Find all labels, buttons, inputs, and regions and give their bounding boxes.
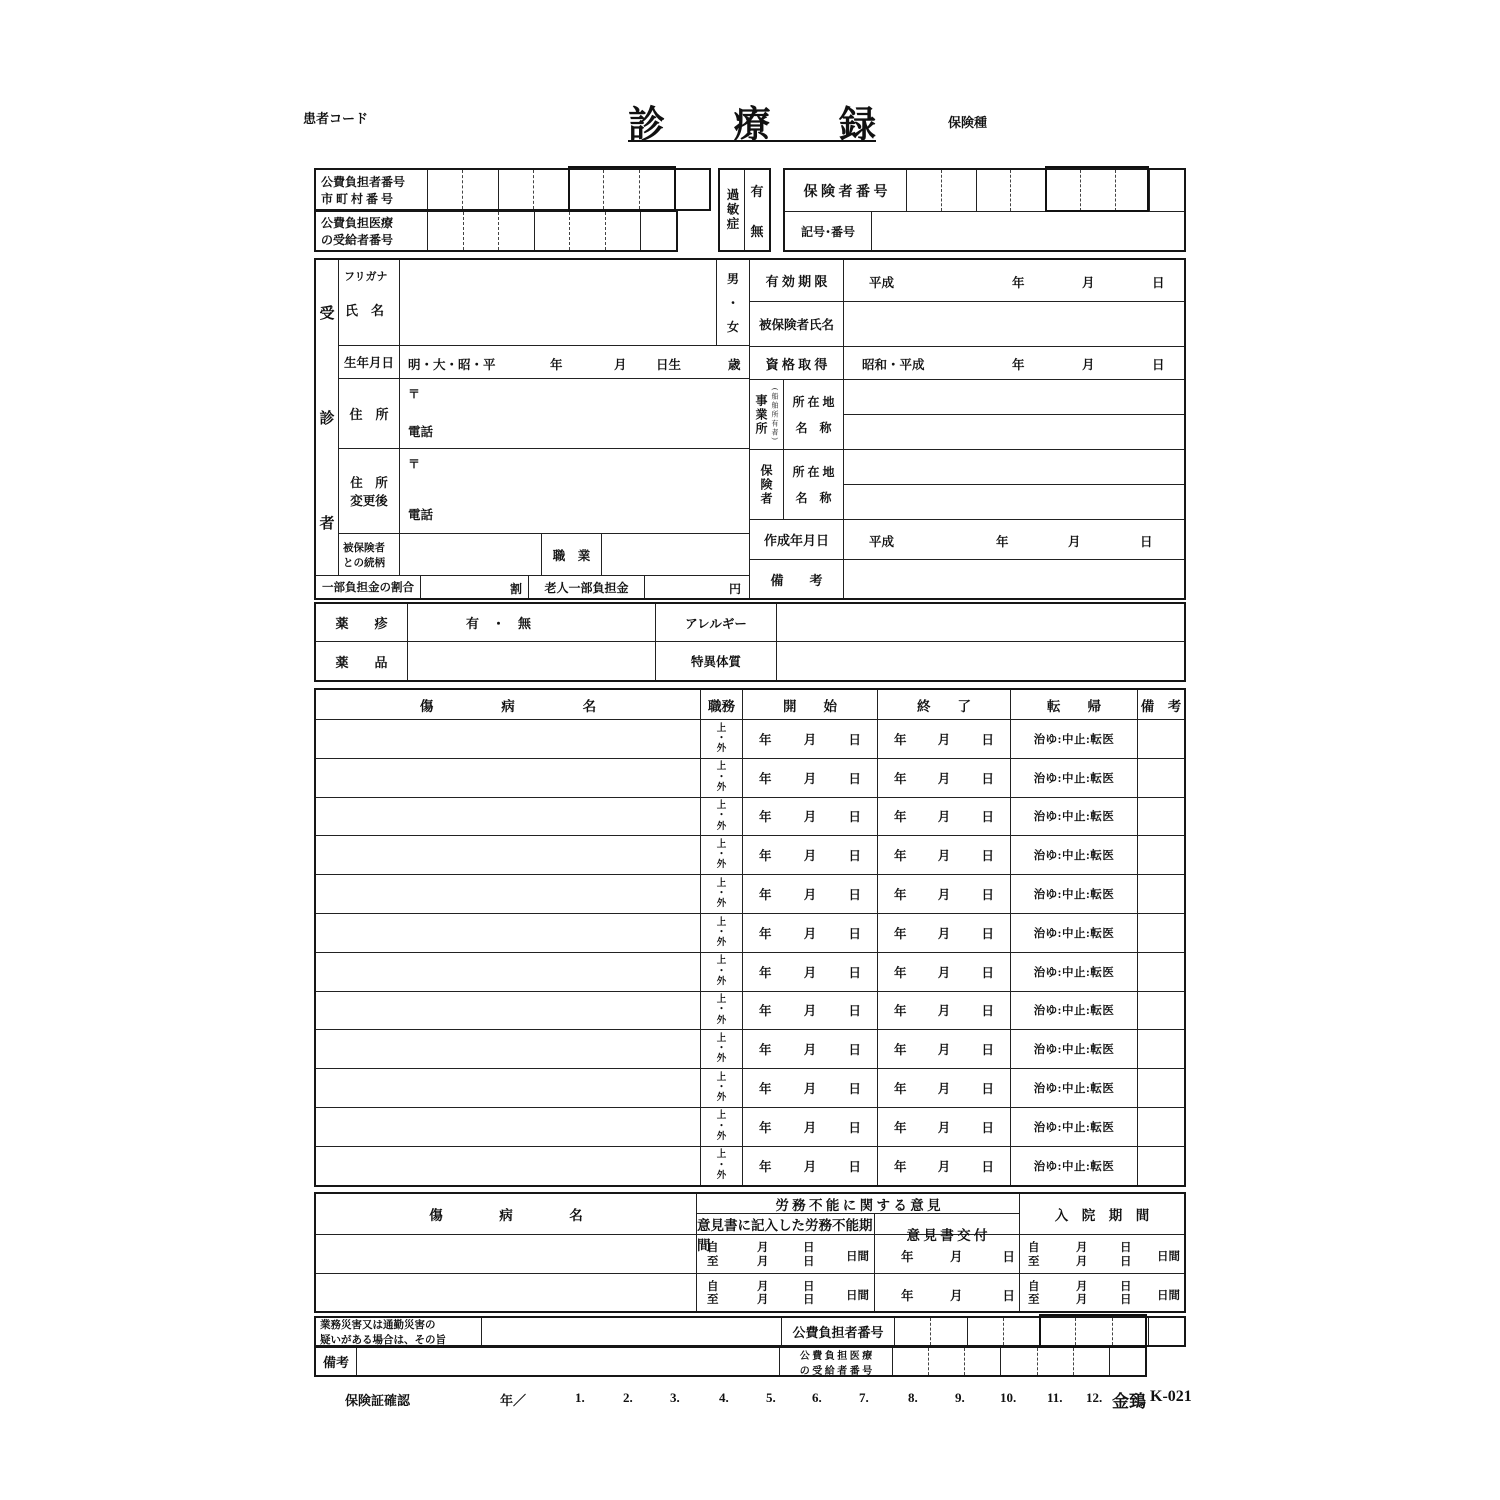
digit-cell bbox=[1039, 1318, 1075, 1345]
disease-table bbox=[314, 688, 1186, 1187]
occupation-label: 職 業 bbox=[542, 534, 602, 575]
hypersensitivity-box bbox=[718, 168, 771, 252]
elderly-copay-unit: 円 bbox=[728, 582, 741, 596]
created-date-value-cell: 平成 年 月 日 bbox=[869, 535, 1153, 549]
disease-row bbox=[316, 758, 1184, 797]
digit-cell bbox=[428, 212, 463, 250]
disease-name-cell bbox=[316, 914, 700, 952]
medicine-row bbox=[316, 642, 1184, 680]
digit-cell bbox=[533, 170, 568, 209]
end-date-cell: 年 月 日 bbox=[877, 914, 1010, 952]
workplace-label: 事業所 bbox=[754, 393, 768, 436]
labor-issued-cell: 年 月 日 bbox=[875, 1235, 1020, 1273]
outcome-cell: 治ゆ:中止:転医 bbox=[1010, 1030, 1137, 1068]
start-date-cell: 年 月 日 bbox=[742, 759, 877, 797]
patient-remarks-value-cell bbox=[844, 560, 1184, 598]
medicine-value-cell bbox=[408, 642, 656, 680]
remarks-cell bbox=[1137, 836, 1184, 874]
patient-right-column bbox=[749, 260, 1184, 598]
drug-rash-value: 有 ・ 無 bbox=[408, 604, 656, 641]
disease-name-cell bbox=[316, 798, 700, 836]
labor-period-cell: 自 月 日 至 月 日 日間 bbox=[697, 1274, 875, 1312]
digit-cell bbox=[1148, 1318, 1184, 1345]
digit-cell bbox=[1149, 170, 1184, 211]
digit-cell bbox=[463, 212, 499, 250]
disease-row bbox=[316, 991, 1184, 1030]
digit-cell bbox=[1073, 1348, 1109, 1375]
digit-cell bbox=[1003, 1318, 1039, 1345]
disease-row bbox=[316, 835, 1184, 874]
digit-cell bbox=[967, 1318, 1003, 1345]
start-date-cell: 年 月 日 bbox=[742, 836, 877, 874]
insurer-digit-cells bbox=[907, 170, 1184, 211]
digit-cell bbox=[964, 1348, 1000, 1375]
digit-cell bbox=[498, 212, 534, 250]
digit-cell bbox=[462, 170, 497, 209]
public-recipient-number-row bbox=[314, 210, 678, 252]
insured-name-value-cell bbox=[844, 302, 1184, 346]
digit-cell bbox=[640, 212, 676, 250]
outcome-cell: 治ゆ:中止:転医 bbox=[1010, 953, 1137, 991]
digit-cell bbox=[1109, 1348, 1145, 1375]
gender-cell: 男 ・ 女 bbox=[716, 260, 749, 345]
digit-cell bbox=[1080, 170, 1115, 211]
digit-cell bbox=[893, 1348, 928, 1375]
relation-value-cell bbox=[400, 534, 542, 575]
qualification-value-cell: 昭和・平成 年 月 日 bbox=[862, 358, 1165, 372]
digit-cell bbox=[605, 212, 641, 250]
public-payer-digit-cells bbox=[428, 170, 709, 209]
bottom-remarks-row bbox=[314, 1346, 1147, 1377]
disease-row bbox=[316, 952, 1184, 991]
labor-table bbox=[314, 1192, 1186, 1313]
workplace-label-cell bbox=[750, 380, 784, 449]
relation-label: 被保険者 との続柄 bbox=[339, 534, 400, 575]
address-change-row bbox=[339, 449, 749, 534]
start-date-cell: 年 月 日 bbox=[742, 720, 877, 758]
hypersensitivity-options bbox=[745, 170, 769, 250]
elderly-copay-label: 老人一部負担金 bbox=[529, 576, 645, 598]
remarks-cell bbox=[1137, 1147, 1184, 1185]
duty-cell: 上 ・ 外 bbox=[700, 953, 742, 991]
disease-name-cell bbox=[316, 992, 700, 1030]
name-labels bbox=[339, 260, 400, 345]
outcome-cell: 治ゆ:中止:転医 bbox=[1010, 1147, 1137, 1185]
copay-ratio-value-cell bbox=[421, 576, 529, 598]
remarks-header: 備 考 bbox=[1137, 690, 1184, 719]
bottom-payer-label: 公費負担者番号 bbox=[782, 1318, 895, 1345]
labor-issued-cell: 年 月 日 bbox=[875, 1274, 1020, 1312]
labor-opinion-header-group bbox=[697, 1194, 1020, 1253]
accident-label: 業務災害又は通勤災害の 疑いがある場合は、その旨 bbox=[316, 1318, 482, 1345]
remarks-cell bbox=[1137, 720, 1184, 758]
duty-header: 職務 bbox=[700, 690, 742, 719]
duty-cell: 上 ・ 外 bbox=[700, 720, 742, 758]
insurer-value-cells bbox=[844, 450, 1184, 519]
insurance-card-check-label: 保険証確認 bbox=[345, 1393, 411, 1408]
insurer-number-label: 保 険 者 番 号 bbox=[785, 170, 907, 211]
disease-table-header bbox=[316, 690, 1184, 719]
insured-name-row bbox=[750, 302, 1184, 347]
allergy-label: アレルギー bbox=[656, 604, 777, 641]
validity-label: 有 効 期 限 bbox=[750, 260, 844, 301]
disease-name-cell bbox=[316, 1147, 700, 1185]
public-payer-number-row bbox=[314, 168, 711, 211]
outcome-cell: 治ゆ:中止:転医 bbox=[1010, 875, 1137, 913]
remarks-cell bbox=[1137, 992, 1184, 1030]
outcome-cell: 治ゆ:中止:転医 bbox=[1010, 759, 1137, 797]
created-date-label: 作成年月日 bbox=[750, 520, 844, 559]
digit-cell bbox=[1045, 170, 1080, 211]
duty-cell: 上 ・ 外 bbox=[700, 798, 742, 836]
public-recipient-digit-cells bbox=[428, 212, 676, 250]
disease-row bbox=[316, 1146, 1184, 1185]
drug-allergy-table bbox=[314, 602, 1186, 682]
workplace-sublabel: (船舶所有者) bbox=[771, 387, 779, 442]
insurer-location-cell bbox=[844, 450, 1184, 485]
start-header: 開 始 bbox=[742, 690, 877, 719]
patient-code-label: 患者コード bbox=[303, 111, 369, 126]
validity-row bbox=[750, 260, 1184, 302]
form-code: K-021 bbox=[1150, 1388, 1192, 1405]
labor-table-header bbox=[316, 1194, 1184, 1253]
remarks-cell bbox=[1137, 759, 1184, 797]
brand-name: 金鵄 bbox=[1112, 1392, 1146, 1411]
disease-name-cell bbox=[316, 1069, 700, 1107]
patient-remarks-row bbox=[750, 560, 1184, 598]
end-date-cell: 年 月 日 bbox=[877, 798, 1010, 836]
hypersensitivity-yes: 有 bbox=[750, 183, 764, 199]
insurer-field-labels: 所 在 地 名 称 bbox=[784, 450, 844, 519]
validity-value-cell: 平成 年 月 日 bbox=[869, 276, 1165, 290]
remarks-cell bbox=[1137, 914, 1184, 952]
digit-cell bbox=[941, 170, 976, 211]
duty-cell: 上 ・ 外 bbox=[700, 836, 742, 874]
labor-period-header: 意見書に記入した労務不能期間 bbox=[697, 1214, 875, 1254]
end-date-cell: 年 月 日 bbox=[877, 992, 1010, 1030]
hospitalization-cell: 自 月 日 至 月 日 日間 bbox=[1028, 1280, 1180, 1306]
footer-month: 4. bbox=[719, 1390, 729, 1405]
disease-row bbox=[316, 1107, 1184, 1146]
occupation-value-cell bbox=[602, 534, 749, 575]
digit-cell bbox=[603, 170, 638, 209]
address-change-label: 住 所 変更後 bbox=[339, 449, 400, 533]
outcome-cell: 治ゆ:中止:転医 bbox=[1010, 992, 1137, 1030]
footer-year-label: 年／ bbox=[500, 1393, 527, 1408]
end-date-cell: 年 月 日 bbox=[877, 1147, 1010, 1185]
digit-cell bbox=[569, 212, 605, 250]
start-date-cell: 年 月 日 bbox=[742, 1108, 877, 1146]
end-date-cell: 年 月 日 bbox=[877, 759, 1010, 797]
address-change-value-cell: 〒 電話 bbox=[408, 457, 434, 522]
footer-month: 5. bbox=[766, 1390, 776, 1405]
duty-cell: 上 ・ 外 bbox=[700, 1069, 742, 1107]
title-char: 診 bbox=[628, 105, 665, 146]
duty-cell: 上 ・ 外 bbox=[700, 1147, 742, 1185]
page-title bbox=[628, 94, 876, 146]
bottom-recipient-digit-cells bbox=[893, 1348, 1145, 1375]
digit-cell bbox=[1037, 1348, 1073, 1375]
patient-section-vertical-label: 受 診 者 bbox=[316, 260, 339, 576]
insurer-row bbox=[750, 450, 1184, 520]
qualification-label: 資 格 取 得 bbox=[750, 347, 844, 379]
outcome-cell: 治ゆ:中止:転医 bbox=[1010, 720, 1137, 758]
digit-cell bbox=[428, 170, 462, 209]
outcome-cell: 治ゆ:中止:転医 bbox=[1010, 914, 1137, 952]
patient-section bbox=[314, 258, 1186, 600]
digit-cell bbox=[639, 170, 674, 209]
disease-row bbox=[316, 1029, 1184, 1068]
remarks-cell bbox=[1137, 1108, 1184, 1146]
workplace-name-cell bbox=[844, 415, 1184, 450]
duty-cell: 上 ・ 外 bbox=[700, 875, 742, 913]
duty-cell: 上 ・ 外 bbox=[700, 914, 742, 952]
outcome-cell: 治ゆ:中止:転医 bbox=[1010, 798, 1137, 836]
digit-cell bbox=[928, 1348, 964, 1375]
digit-cell bbox=[907, 170, 941, 211]
accident-value-cell bbox=[482, 1318, 782, 1345]
workplace-field-labels bbox=[784, 380, 844, 449]
digit-cell bbox=[568, 170, 603, 209]
remarks-cell bbox=[1137, 875, 1184, 913]
end-date-cell: 年 月 日 bbox=[877, 953, 1010, 991]
outcome-cell: 治ゆ:中止:転医 bbox=[1010, 836, 1137, 874]
duty-cell: 上 ・ 外 bbox=[700, 992, 742, 1030]
digit-cell bbox=[1075, 1318, 1111, 1345]
labor-disease-header: 傷 病 名 bbox=[316, 1194, 697, 1234]
labor-row bbox=[316, 1234, 1184, 1273]
address-value-cell bbox=[400, 379, 749, 448]
start-date-cell: 年 月 日 bbox=[742, 875, 877, 913]
hypersensitivity-label: 過敏症 bbox=[720, 170, 745, 250]
public-payer-number-label: 公費負担者番号 市 町 村 番 号 bbox=[316, 170, 428, 209]
relation-row bbox=[339, 534, 749, 576]
title-char: 録 bbox=[839, 105, 876, 146]
outcome-header: 転 帰 bbox=[1010, 690, 1137, 719]
insurer-number-row bbox=[785, 170, 1184, 212]
symbol-number-label: 記号･番号 bbox=[785, 212, 872, 250]
copay-row bbox=[316, 576, 749, 598]
insurance-type-label: 保険種 bbox=[948, 115, 988, 130]
footer-month: 2. bbox=[623, 1390, 633, 1405]
end-header: 終 了 bbox=[877, 690, 1010, 719]
start-date-cell: 年 月 日 bbox=[742, 1069, 877, 1107]
furigana-label: フリガナ bbox=[344, 271, 388, 283]
public-recipient-number-label: 公費負担医療 の受給者番号 bbox=[316, 212, 428, 250]
qualification-row bbox=[750, 347, 1184, 380]
created-date-row bbox=[750, 520, 1184, 560]
duty-cell: 上 ・ 外 bbox=[700, 759, 742, 797]
hospitalization-header: 入 院 期 間 bbox=[1054, 1208, 1150, 1223]
name-value-cell bbox=[400, 260, 716, 345]
idiosyncrasy-value-cell bbox=[777, 642, 1184, 680]
digit-cell bbox=[930, 1318, 966, 1345]
patient-remarks-label: 備 考 bbox=[750, 560, 844, 598]
idiosyncrasy-label: 特異体質 bbox=[656, 642, 777, 680]
digit-cell bbox=[1010, 170, 1045, 211]
end-date-cell: 年 月 日 bbox=[877, 1030, 1010, 1068]
hospitalization-cell: 自 月 日 至 月 日 日間 bbox=[1028, 1242, 1180, 1268]
drug-rash-label: 薬 疹 bbox=[316, 604, 408, 641]
disease-name-cell bbox=[316, 1030, 700, 1068]
remarks-cell bbox=[1137, 798, 1184, 836]
labor-opinion-header: 労 務 不 能 に 関 す る 意 見 bbox=[697, 1194, 1019, 1214]
end-date-cell: 年 月 日 bbox=[877, 836, 1010, 874]
digit-cell bbox=[976, 170, 1011, 211]
disease-row bbox=[316, 797, 1184, 836]
bottom-remarks-label: 備考 bbox=[316, 1348, 357, 1375]
digit-cell bbox=[1115, 170, 1150, 211]
start-date-cell: 年 月 日 bbox=[742, 798, 877, 836]
copay-ratio-label: 一部負担金の割合 bbox=[316, 576, 421, 598]
copay-ratio-unit: 割 bbox=[509, 582, 522, 596]
postal-mark: 〒 bbox=[408, 387, 421, 401]
digit-cell bbox=[534, 212, 570, 250]
footer-month: 10. bbox=[1000, 1390, 1017, 1405]
medicine-label: 薬 品 bbox=[316, 642, 408, 680]
hypersensitivity-no: 無 bbox=[750, 223, 764, 239]
end-date-cell: 年 月 日 bbox=[877, 1069, 1010, 1107]
footer-month: 3. bbox=[670, 1390, 680, 1405]
start-date-cell: 年 月 日 bbox=[742, 992, 877, 1030]
labor-disease-cell bbox=[316, 1274, 697, 1312]
start-date-cell: 年 月 日 bbox=[742, 953, 877, 991]
workplace-value-cells bbox=[844, 380, 1184, 449]
disease-row bbox=[316, 719, 1184, 758]
footer-month: 9. bbox=[955, 1390, 965, 1405]
outcome-cell: 治ゆ:中止:転医 bbox=[1010, 1069, 1137, 1107]
insurer-label: 保険者 bbox=[759, 463, 773, 506]
footer-month: 1. bbox=[575, 1390, 585, 1405]
disease-row bbox=[316, 913, 1184, 952]
insurer-number-table bbox=[783, 168, 1186, 252]
accident-row bbox=[314, 1316, 1186, 1347]
labor-period-cell: 自 月 日 至 月 日 日間 bbox=[697, 1235, 875, 1273]
end-date-cell: 年 月 日 bbox=[877, 720, 1010, 758]
bottom-recipient-label: 公 費 負 担 医 療 の 受 給 者 番 号 bbox=[780, 1348, 893, 1375]
birthdate-row bbox=[339, 346, 749, 379]
address-row bbox=[339, 379, 749, 449]
digit-cell bbox=[498, 170, 533, 209]
labor-disease-cell bbox=[316, 1235, 697, 1273]
labor-issued-header: 意 見 書 交 付 bbox=[906, 1228, 988, 1243]
digit-cell bbox=[1112, 1318, 1148, 1345]
drug-rash-row bbox=[316, 604, 1184, 642]
address-label: 住 所 bbox=[339, 379, 400, 448]
disease-name-cell bbox=[316, 875, 700, 913]
footer-month: 8. bbox=[908, 1390, 918, 1405]
symbol-number-row bbox=[785, 212, 1184, 250]
birthdate-label: 生年月日 bbox=[339, 346, 400, 378]
digit-cell bbox=[895, 1318, 930, 1345]
start-date-cell: 年 月 日 bbox=[742, 914, 877, 952]
labor-row bbox=[316, 1273, 1184, 1312]
end-date-cell: 年 月 日 bbox=[877, 1108, 1010, 1146]
location-label: 所 在 地 bbox=[792, 394, 835, 409]
name-label: 氏 名 bbox=[345, 303, 385, 318]
end-date-cell: 年 月 日 bbox=[877, 875, 1010, 913]
disease-name-header: 傷 病 名 bbox=[419, 698, 597, 714]
allergy-value-cell bbox=[777, 604, 1184, 641]
disease-row bbox=[316, 874, 1184, 913]
footer-month: 6. bbox=[812, 1390, 822, 1405]
bottom-payer-digit-cells bbox=[895, 1318, 1184, 1345]
title-char: 療 bbox=[733, 105, 771, 146]
tel-label: 電話 bbox=[408, 425, 434, 439]
disease-name-cell bbox=[316, 836, 700, 874]
birthdate-value-cell: 明・大・昭・平 年 月 日生 歳 bbox=[408, 358, 741, 372]
start-date-cell: 年 月 日 bbox=[742, 1030, 877, 1068]
org-name-label: 名 称 bbox=[795, 421, 832, 436]
disease-name-cell bbox=[316, 1108, 700, 1146]
duty-cell: 上 ・ 外 bbox=[700, 1108, 742, 1146]
disease-name-cell bbox=[316, 953, 700, 991]
footer-month: 12. bbox=[1086, 1390, 1103, 1405]
disease-row bbox=[316, 1068, 1184, 1107]
remarks-cell bbox=[1137, 953, 1184, 991]
outcome-cell: 治ゆ:中止:転医 bbox=[1010, 1108, 1137, 1146]
symbol-number-value-cell bbox=[872, 212, 1184, 250]
insurer-name-cell bbox=[844, 485, 1184, 520]
name-row bbox=[339, 260, 749, 346]
footer-month: 7. bbox=[859, 1390, 869, 1405]
workplace-row bbox=[750, 380, 1184, 450]
digit-cell bbox=[1000, 1348, 1036, 1375]
insurer-label-cell bbox=[750, 450, 784, 519]
remarks-cell bbox=[1137, 1030, 1184, 1068]
elderly-copay-value-cell bbox=[645, 576, 749, 598]
digit-cell bbox=[674, 170, 709, 209]
insured-name-label: 被保険者氏名 bbox=[750, 302, 844, 346]
footer-month: 11. bbox=[1047, 1390, 1063, 1405]
start-date-cell: 年 月 日 bbox=[742, 1147, 877, 1185]
bottom-remarks-value-cell bbox=[357, 1348, 780, 1375]
remarks-cell bbox=[1137, 1069, 1184, 1107]
disease-name-cell bbox=[316, 759, 700, 797]
disease-name-cell bbox=[316, 720, 700, 758]
workplace-location-cell bbox=[844, 380, 1184, 415]
duty-cell: 上 ・ 外 bbox=[700, 1030, 742, 1068]
